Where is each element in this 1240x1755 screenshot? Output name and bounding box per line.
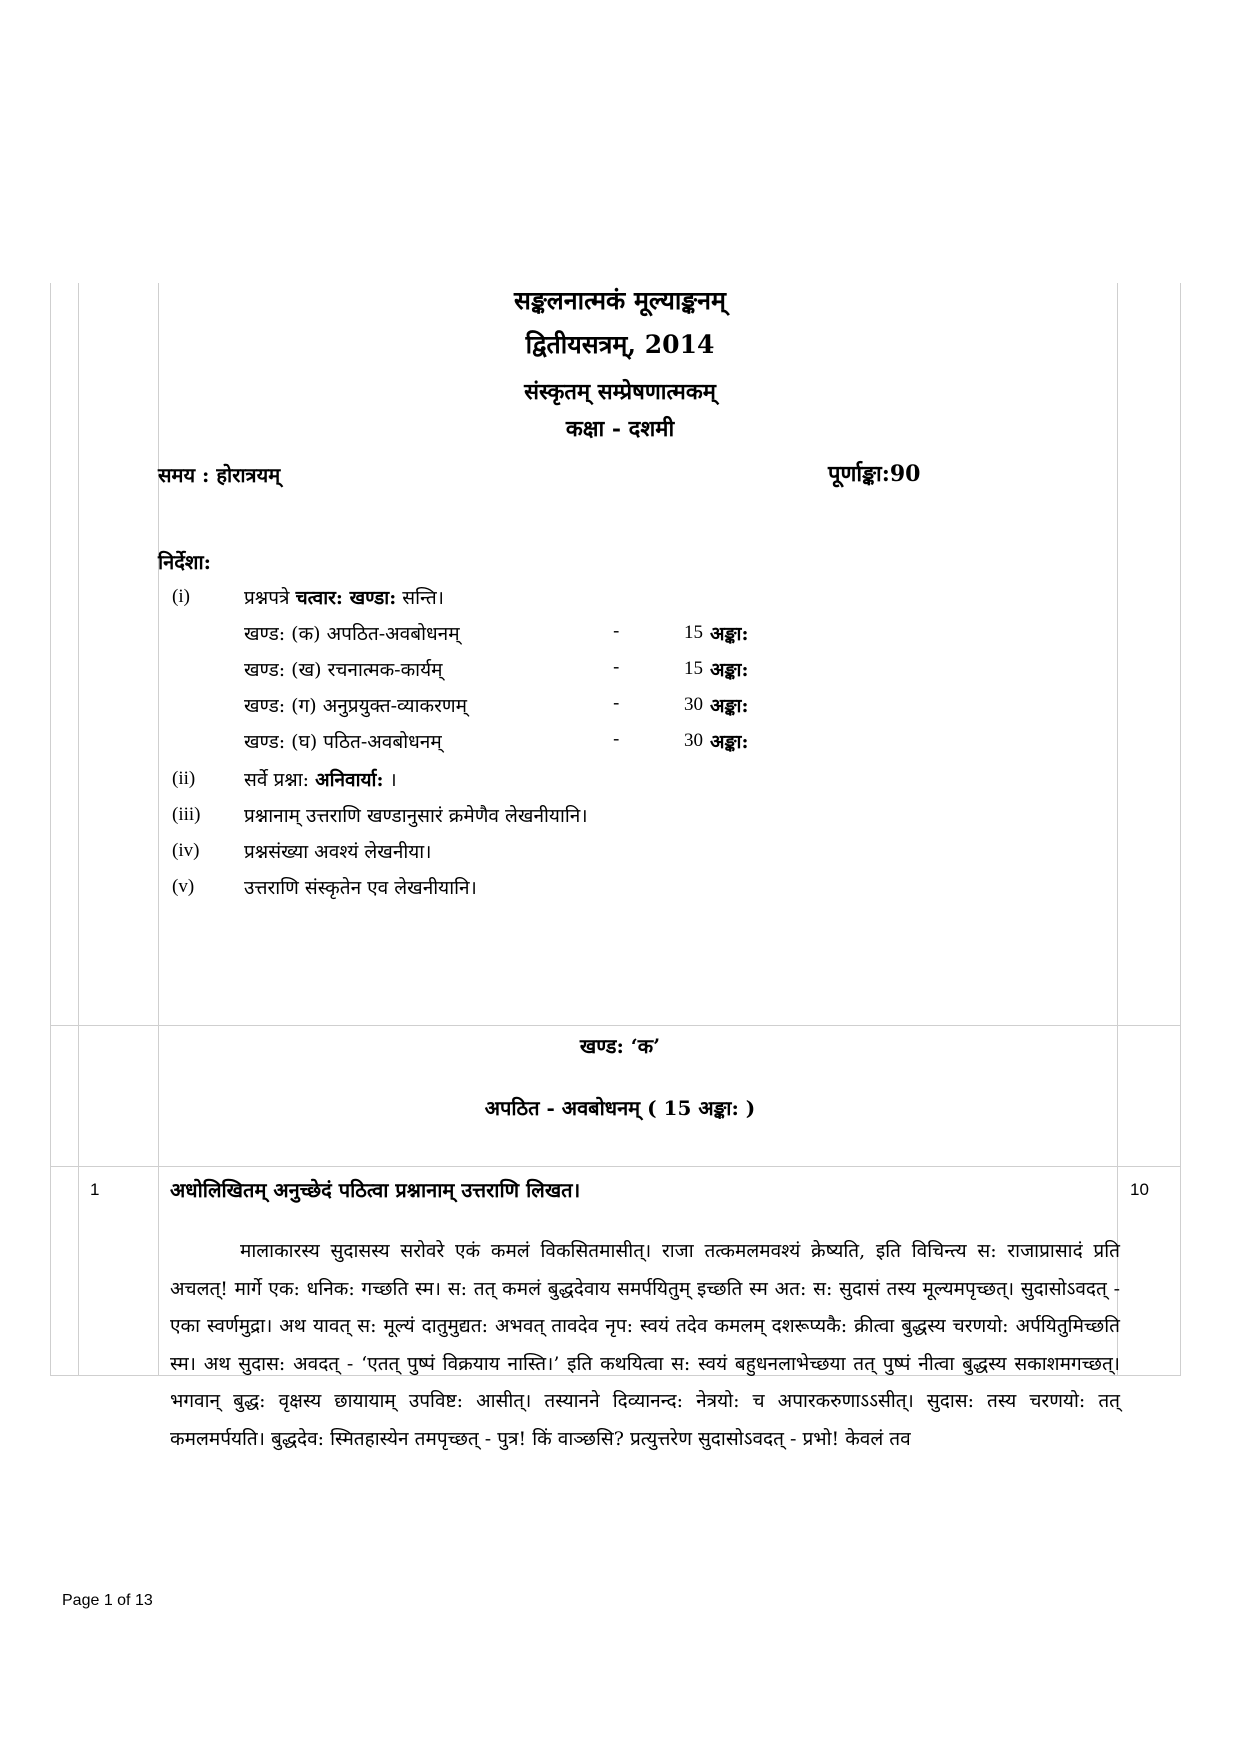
- section-name: खण्ड: (ख) रचनात्मक-कार्यम्: [244, 659, 443, 681]
- instruction-number: (ii): [172, 768, 196, 789]
- table-row-divider-1: [50, 1025, 1181, 1026]
- question-marks: 10: [1130, 1180, 1149, 1199]
- section-name: खण्ड: (घ) पठित-अवबोधनम्: [244, 731, 442, 753]
- section-marks: 15: [684, 622, 703, 643]
- instruction-text-suffix: सन्ति।: [396, 587, 444, 609]
- question-passage: मालाकारस्य सुदासस्य सरोवरे एकं कमलं विकसितमासीत्। राजा तत्कमलमवश्यं क्रेष्यति, इति विचिन्त्य स: राजाप्रासादं प्रति अचलत्! मार्गे एक: धनिक: गच्छति स्म। स: तत् कमलं बुद्धदेवाय समर्पयितुम् इच्छति स्म अत: स: सुदासं तस्य मूल्यमपृच्छत्। सुदासोऽवदत् - एका स्वर्णमुद्रा। अथ यावत् स: मूल्यं दातुमुद्यत: अभवत् तावदेव नृप: स्वयं तदेव कमलम् दशरूप्यकै: क्रीत्वा बुद्धस्य चरणयो: अर्पयितुमिच्छति स्म। अथ सुदास: अवदत् - ‘एतत् पुष्पं विक्रयाय नास्ति।’ इति कथयित्वा स: स्वयं बहुधनलाभेच्छया तत् पुष्पं नीत्वा बुद्धस्य सकाशमगच्छत्। भगवान् बुद्ध: वृक्षस्य छायायाम् उपविष्ट: आसीत्। तस्यानने दिव्यानन्द: नेत्रयो: च अपारकरुणाऽऽसीत्। सुदास: तस्य चरणयो: तत् कमलमर्पयति। बुद्धदेव: स्मितहास्येन तमपृच्छत् - पुत्र! किं वाञ्छसि? प्रत्युत्तरेण सुदासोऽवदत् - प्रभो! केवलं तव: [170, 1240, 1120, 1450]
- section-name: खण्ड: (ग) अनुप्रयुक्त-व्याकरणम्: [244, 695, 467, 717]
- section-a-heading: खण्ड: ‘क’: [579, 1034, 661, 1058]
- instruction-text: उत्तराणि संस्कृतेन एव लेखनीयानि।: [244, 877, 477, 899]
- instruction-text-prefix: प्रश्नपत्रे: [244, 587, 296, 609]
- section-dash: -: [613, 656, 620, 678]
- section-marks-unit: अङ्का:: [710, 731, 749, 753]
- section-dash: -: [613, 728, 620, 750]
- instruction-text-bold: अनिवार्या:: [315, 769, 384, 791]
- table-border-left: [50, 283, 51, 1376]
- instruction-text: [244, 584, 444, 610]
- section-marks: 15: [684, 658, 703, 679]
- instruction-text-suffix: ।: [383, 769, 397, 791]
- page-number: Page 1 of 13: [62, 1592, 153, 1609]
- table-column-divider-3: [1117, 283, 1118, 1376]
- session-title: द्वितीयसत्रम्, 2014: [525, 330, 715, 359]
- section-marks-unit: अङ्का:: [710, 623, 749, 645]
- instruction-text: प्रश्नसंख्या अवश्यं लेखनीया।: [244, 841, 432, 863]
- table-row-divider-2: [50, 1166, 1181, 1167]
- instruction-number: (i): [172, 586, 190, 607]
- instruction-number: (iv): [172, 840, 200, 861]
- table-column-divider-2: [158, 283, 159, 1376]
- table-column-divider-1: [78, 283, 79, 1376]
- section-marks-unit: अङ्का:: [710, 695, 749, 717]
- question-title: अधोलिखितम् अनुच्छेदं पठित्वा प्रश्नानाम् उत्तराणि लिखत।: [170, 1178, 581, 1202]
- instruction-text-prefix: सर्वे प्रश्ना:: [244, 769, 316, 791]
- section-marks: 30: [684, 694, 703, 715]
- section-name: खण्ड: (क) अपठित-अवबोधनम्: [244, 623, 460, 645]
- instruction-number: (iii): [172, 804, 201, 825]
- max-marks: पूर्णाङ्का:90: [828, 461, 921, 487]
- time-label: समय : होरात्रयम्: [158, 463, 281, 487]
- instructions-heading: निर्देशा:: [158, 550, 212, 574]
- question-number: 1: [90, 1180, 100, 1199]
- section-marks-unit: अङ्का:: [710, 659, 749, 681]
- instruction-text-bold: चत्वार: खण्डा:: [295, 587, 397, 609]
- section-marks: 30: [684, 730, 703, 751]
- table-border-right: [1180, 283, 1181, 1376]
- instruction-number: (v): [172, 876, 195, 897]
- instruction-text: प्रश्नानाम् उत्तराणि खण्डानुसारं क्रमेणैव लेखनीयानि।: [244, 805, 588, 827]
- section-dash: -: [613, 620, 620, 642]
- instruction-text: [244, 766, 397, 792]
- class-title: कक्षा - दशमी: [565, 416, 675, 442]
- document-title: सङ्कलनात्मकं मूल्याङ्कनम्: [514, 286, 726, 315]
- section-dash: -: [613, 692, 620, 714]
- section-a-subheading: अपठित - अवबोधनम् ( 15 अङ्का: ): [484, 1096, 756, 1120]
- subject-title: संस्कृतम् सम्प्रेषणात्मकम्: [524, 379, 716, 405]
